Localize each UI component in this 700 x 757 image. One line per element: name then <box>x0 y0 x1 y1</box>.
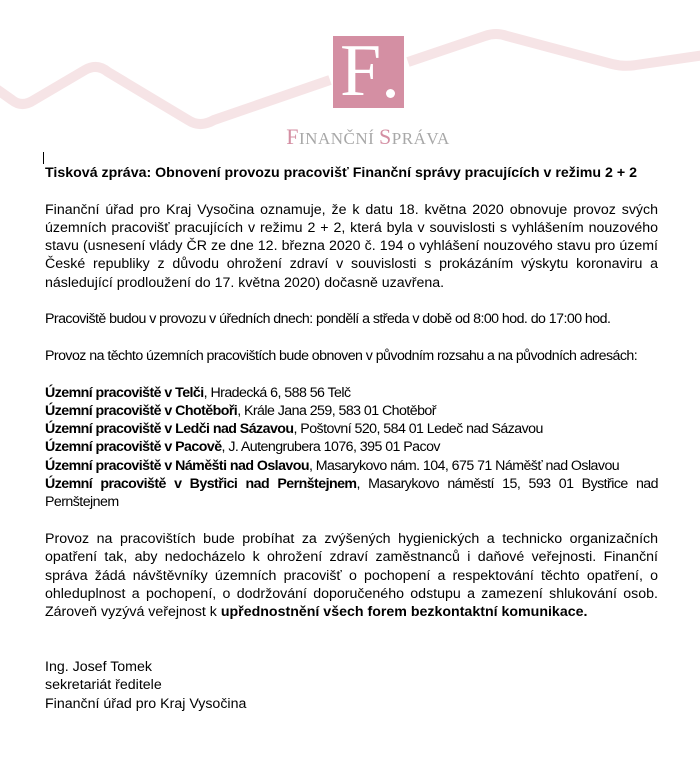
logo-letter: F <box>340 30 382 112</box>
office-name: Územní pracoviště v Telči <box>45 384 204 401</box>
contactless-emphasis: upřednostnění všech forem bezkontaktní komunikace. <box>220 604 588 621</box>
office-address: , J. Autengrubera 1076, 395 01 Pacov <box>221 439 440 456</box>
paragraph-announcement: Finanční úřad pro Kraj Vysočina oznamuje, že k datu 18. května 2020 obnovuje provoz svých územních pracovišť pracujících v režimu 2 + 2, která byla v souvislosti s vyhlášením nouzového stavu (usnesení vlády ČR ze dne 12. března 2020 č. 194 o vyhlášení nouzového stavu pro území České republiky z důvodu ohrožení zdraví v souvislosti s prokázáním výskytu koronaviru a následující prodloužení do 17. května 2020) dočasně uzavřena. <box>45 201 658 291</box>
office-address: , Krále Jana 259, 583 01 Chotěboř <box>237 402 436 419</box>
office-name: Územní pracoviště v Ledči nad Sázavou <box>45 421 294 438</box>
address-item <box>45 384 658 402</box>
paragraph-opening-hours: Pracoviště budou v provozu v úředních dnech: pondělí a středa v době od 8:00 hod. do 17:00 hod. <box>45 311 611 328</box>
address-item <box>45 438 658 456</box>
signature-block <box>45 658 658 713</box>
address-item <box>45 402 658 420</box>
letterhead <box>0 0 700 160</box>
office-name: Územní pracoviště v Pacově <box>45 439 222 456</box>
text-cursor <box>43 152 44 164</box>
document-title: Tisková zpráva: Obnovení provozu pracovišť Finanční správy pracujících v režimu 2 + 2 <box>45 165 637 181</box>
office-address: , Masarykovo nám. 104, 675 71 Náměšť nad Oslavou <box>308 457 620 474</box>
address-item <box>45 457 658 475</box>
document-body[interactable] <box>45 164 658 713</box>
paragraph-hygiene-measures: Provoz na pracovištích bude probíhat za zvýšených hygienických a technicko organizačních opatření tak, aby nedocházelo k ohrožení zdraví zaměstnanců i daňové veřejnosti. Finanční správa žádá návštěvníky územních pracovišť o pochopení a respektování těchto opatření, o ohleduplnost a pochopení, o dodržování doporučeného odstupu a zamezení shlukování osob. Zároveň vyzývá veřejnost k upřednostnění všech forem bezkontaktní komunikace. <box>45 530 658 621</box>
logo <box>333 30 404 112</box>
signature-office: Finanční úřad pro Kraj Vysočina <box>45 695 247 712</box>
logo-dot <box>386 89 395 98</box>
address-item <box>45 475 658 512</box>
signature-name: Ing. Josef Tomek <box>45 659 152 676</box>
office-address: , Poštovní 520, 584 01 Ledeč nad Sázavou <box>293 421 543 438</box>
signature-role: sekretariát ředitele <box>45 677 162 694</box>
office-name: Územní pracoviště v Náměšti nad Oslavou <box>45 457 309 474</box>
ribbon-right <box>408 34 700 66</box>
brand-name: FINANČNÍ SPRÁVA <box>286 124 450 149</box>
office-name: Územní pracoviště v Chotěboři <box>45 402 238 419</box>
address-list <box>45 384 658 512</box>
paragraph-locations-intro: Provoz na těchto územních pracovištích bude obnoven v původním rozsahu a na původních adresách: <box>45 347 638 364</box>
office-address: , Masarykovo náměstí 15, 593 01 Bystřice nad Pernštejnem <box>45 476 658 511</box>
office-name: Územní pracoviště v Bystřici nad Pernštejnem <box>45 476 357 493</box>
address-item <box>45 420 658 438</box>
ribbon-left <box>0 67 330 124</box>
office-address: , Hradecká 6, 588 56 Telč <box>203 384 351 401</box>
